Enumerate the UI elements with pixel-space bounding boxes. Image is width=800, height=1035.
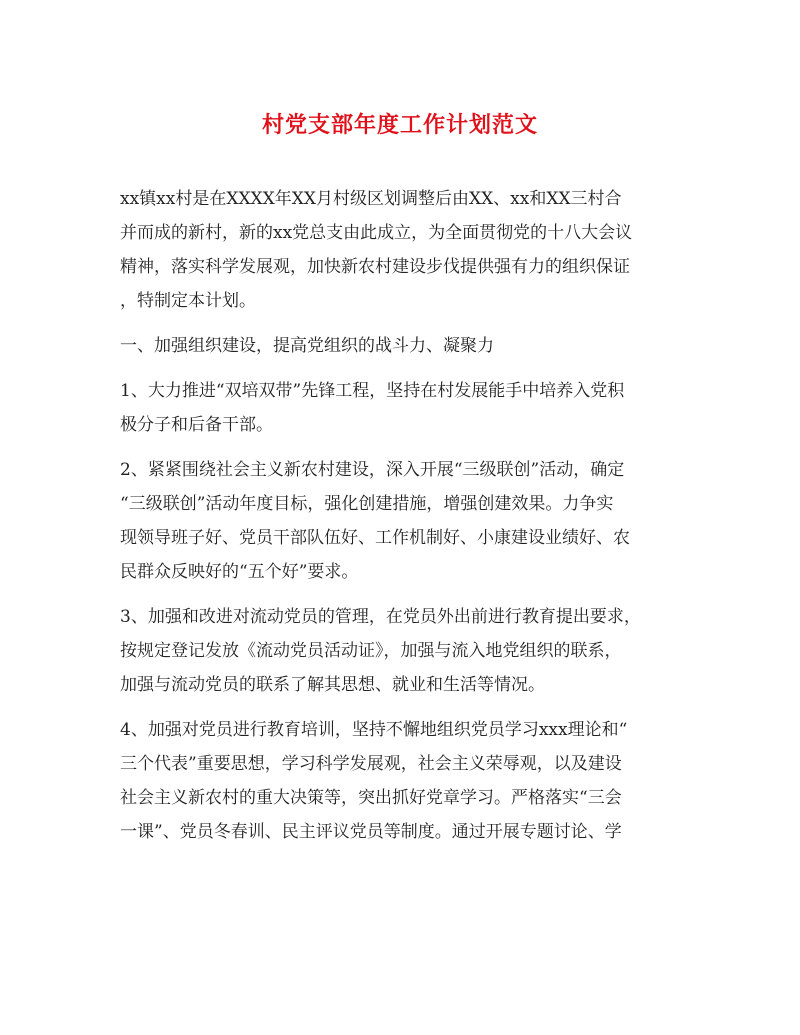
paragraph-line: 4、加强对党员进行教育培训，坚持不懈地组织党员学习xxx理论和“ [120,720,628,740]
paragraph-spacer [120,442,680,453]
paragraph-line: ，特制定本计划。 [120,291,256,311]
paragraph-line: 2、紧紧围绕社会主义新农村建设，深入开展“三级联创”活动，确定 [120,460,625,480]
paragraph-line: 1、大力推进“双培双带”先锋工程，坚持在村发展能手中培养入党积 [120,381,625,401]
paragraph-line: “三级联创”活动年度目标，强化创建措施，增强创建效果。力争实 [120,494,614,514]
paragraph-item-1 [120,374,680,442]
paragraph-line: 三个代表”重要思想，学习科学发展观，社会主义荣辱观，以及建设 [120,754,622,774]
paragraph-line: 极分子和后备干部。 [120,415,273,435]
paragraph-intro [120,182,680,318]
paragraph-line: 并而成的新村，新的xx党总支由此成立，为全面贯彻党的十八大会议 [120,223,633,243]
section-heading-1 [120,329,680,363]
paragraph-spacer [120,702,680,713]
paragraph-item-3 [120,600,680,702]
paragraph-line: xx镇xx村是在XXXX年XX月村级区划调整后由XX、xx和XX三村合 [120,189,622,209]
paragraph-line: 现领导班子好、党员干部队伍好、工作机制好、小康建设业绩好、农 [120,528,630,548]
paragraph-line: 一课”、党员冬春训、民主评议党员等制度。通过开展专题讨论、学 [120,822,622,842]
paragraph-spacer [120,363,680,374]
paragraph-item-4 [120,713,680,849]
paragraph-line: 精神，落实科学发展观，加快新农村建设步伐提供强有力的组织保证 [120,257,630,277]
paragraph-spacer [120,318,680,329]
section-heading-line: 一、加强组织建设，提高党组织的战斗力、凝聚力 [120,336,494,356]
paragraph-spacer [120,589,680,600]
paragraph-line: 加强与流动党员的联系了解其思想、就业和生活等情况。 [120,675,545,695]
document-body [120,182,680,849]
page-title: 村党支部年度工作计划范文 [261,112,538,138]
paragraph-line: 民群众反映好的“五个好”要求。 [120,562,359,582]
paragraph-item-2 [120,453,680,589]
paragraph-line: 社会主义新农村的重大决策等，突出抓好党章学习。严格落实“三会 [120,788,622,808]
paragraph-line: 按规定登记发放《流动党员活动证》，加强与流入地党组织的联系， [120,641,622,661]
paragraph-line: 3、加强和改进对流动党员的管理，在党员外出前进行教育提出要求， [120,607,641,627]
